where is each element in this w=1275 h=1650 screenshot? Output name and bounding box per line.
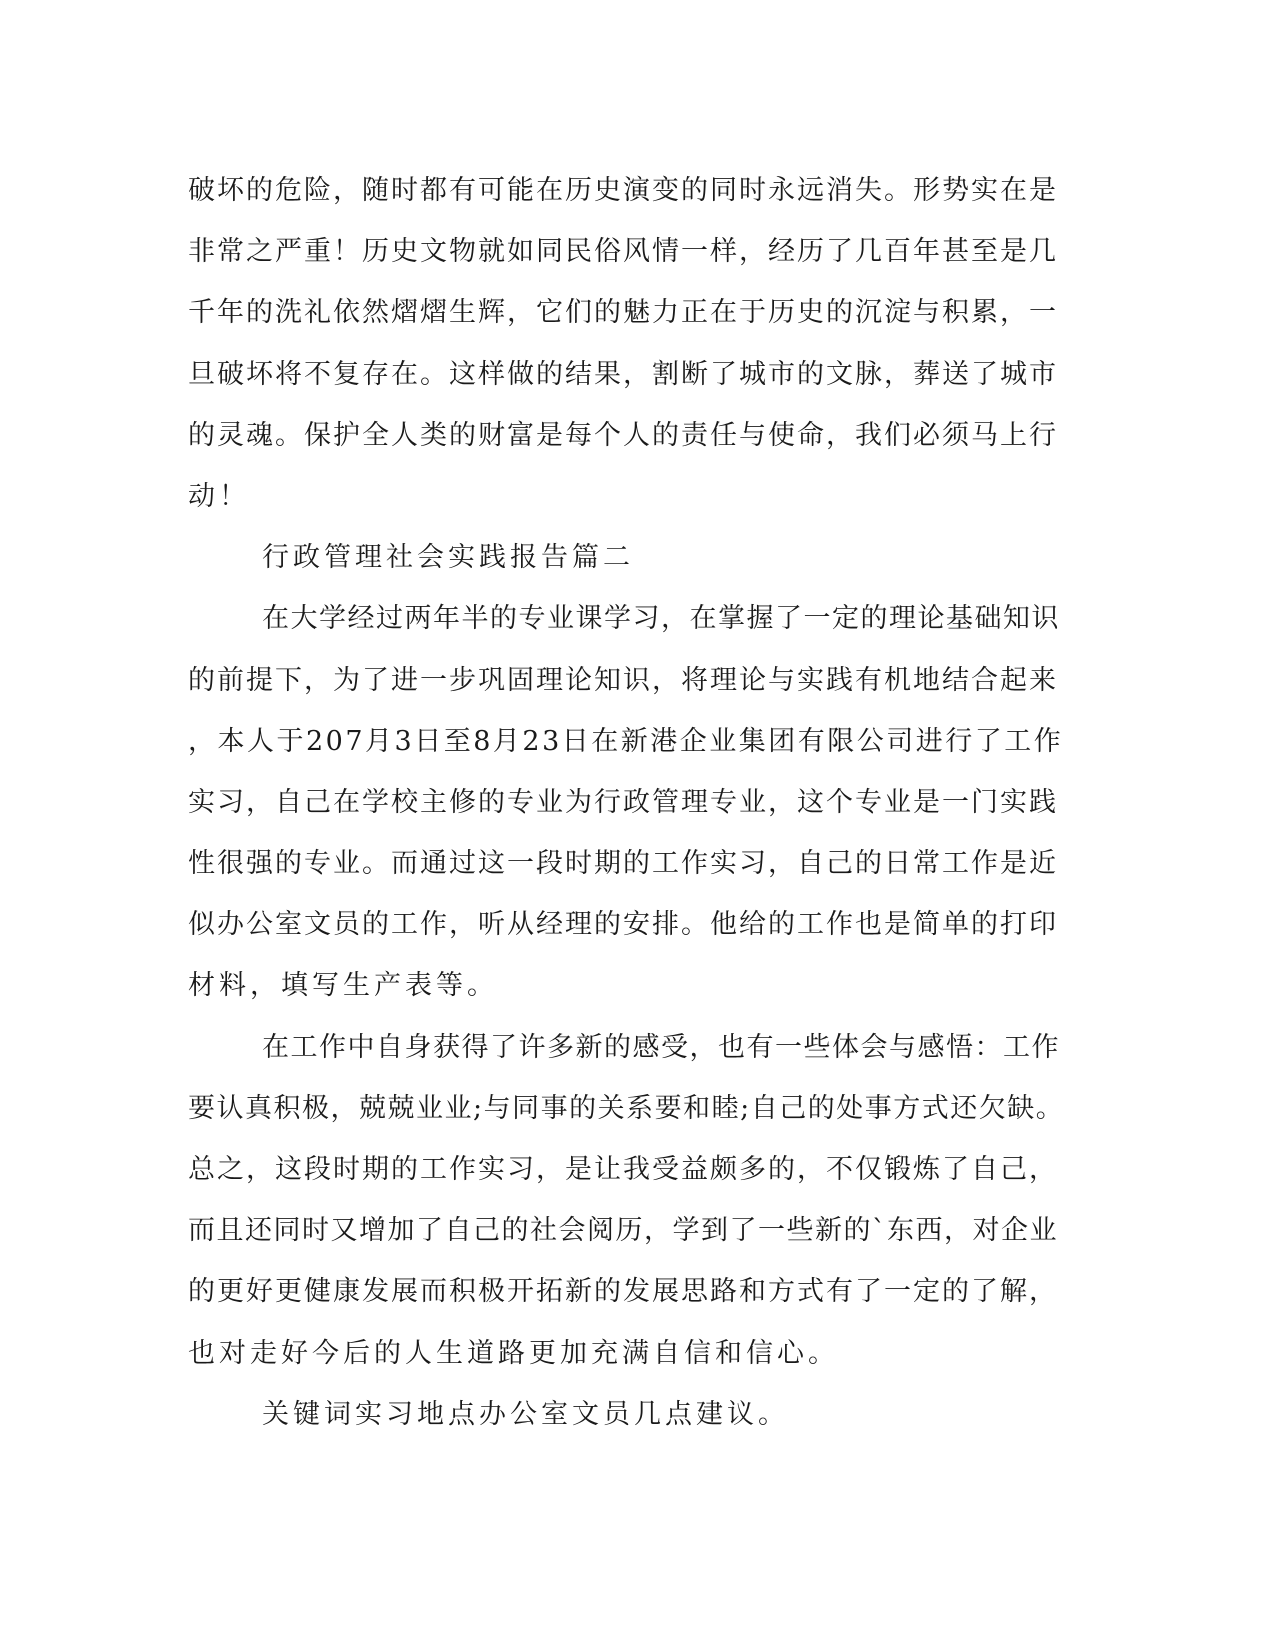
text-line: 千年的洗礼依然熠熠生辉，它们的魅力正在于历史的沉淀与积累，一 bbox=[188, 297, 1058, 329]
text-line: 破坏的危险，随时都有可能在历史演变的同时永远消失。形势实在是 bbox=[188, 175, 1058, 206]
text-line: 在大学经过两年半的专业课学习，在掌握了一定的理论基础知识 bbox=[262, 603, 1060, 635]
text-line: 的更好更健康发展而积极开拓新的发展思路和方式有了一定的了解， bbox=[188, 1276, 1058, 1308]
text-line: 关键词实习地点办公室文员几点建议。 bbox=[262, 1398, 789, 1430]
text-line: 性很强的专业。而通过这一段时期的工作实习，自己的日常工作是近 bbox=[188, 848, 1058, 880]
text-line: 的前提下，为了进一步巩固理论知识，将理论与实践有机地结合起来 bbox=[188, 664, 1058, 696]
text-line: 而且还同时又增加了自己的社会阅历，学到了一些新的`东西，对企业 bbox=[188, 1215, 1058, 1247]
text-line: 在工作中自身获得了许多新的感受，也有一些体会与感悟：工作 bbox=[262, 1031, 1060, 1063]
text-line: 似办公室文员的工作，听从经理的安排。他给的工作也是简单的打印 bbox=[188, 909, 1058, 941]
text-line: 非常之严重！历史文物就如同民俗风情一样，经历了几百年甚至是几 bbox=[188, 236, 1058, 268]
text-line: 动！ bbox=[188, 480, 250, 512]
text-line: 行政管理社会实践报告篇二 bbox=[262, 542, 634, 574]
text-line: 旦破坏将不复存在。这样做的结果，割断了城市的文脉，葬送了城市 bbox=[188, 358, 1058, 390]
body-text bbox=[188, 160, 1068, 1445]
text-line: 材料，填写生产表等。 bbox=[188, 970, 498, 1002]
text-line: 也对走好今后的人生道路更加充满自信和信心。 bbox=[188, 1337, 839, 1369]
text-line: 总之，这段时期的工作实习，是让我受益颇多的，不仅锻炼了自己， bbox=[188, 1154, 1058, 1185]
text-line: 实习，自己在学校主修的专业为行政管理专业，这个专业是一门实践 bbox=[188, 786, 1058, 818]
text-line: 要认真积极，兢兢业业;与同事的关系要和睦;自己的处事方式还欠缺。 bbox=[188, 1092, 1065, 1124]
text-line: ，本人于207月3日至8月23日在新港企业集团有限公司进行了工作 bbox=[188, 725, 1064, 757]
text-line: 的灵魂。保护全人类的财富是每个人的责任与使命，我们必须马上行 bbox=[188, 419, 1058, 451]
